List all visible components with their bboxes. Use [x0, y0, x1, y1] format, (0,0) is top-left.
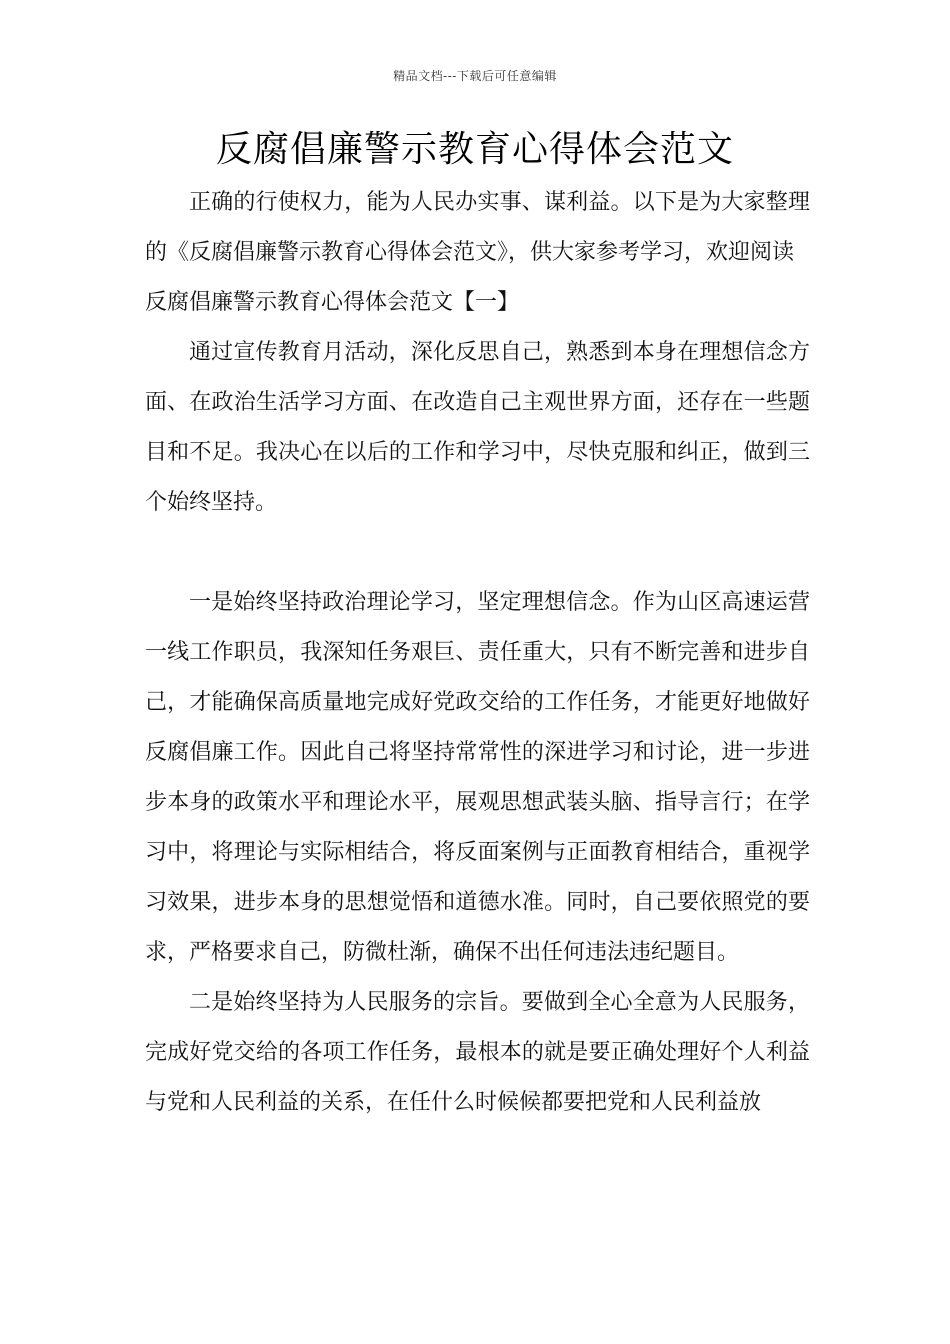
header-note: 精品文档---下载后可任意编辑: [393, 69, 557, 83]
body-paragraph-2: 一是始终坚持政治理论学习，坚定理想信念。作为山区高速运营一线工作职员，我深知任务艰巨、责任重大，只有不断完善和进步自己，才能确保高质量地完成好党政交给的工作任务，才能更好地做好反腐倡廉工作。因此自己将坚持常常性的深进学习和讨论，进一步进步本身的政策水平和理论水平，展观思想武装头脑、指导言行；在学习中，将理论与实际相结合，将反面案例与正面教育相结合，重视学习效果，进步本身的思想觉悟和道德水准。同时，自己要依照党的要求，严格要求自己，防微杜渐，确保不出任何违法违纪题目。: [145, 590, 810, 965]
section-heading: 反腐倡廉警示教育心得体会范文【一】: [145, 290, 520, 315]
body-paragraph-3: 二是始终坚持为人民服务的宗旨。要做到全心全意为人民服务，完成好党交给的各项工作任务，最根本的就是要正确处理好个人利益与党和人民利益的关系，在任什么时候候都要把党和人民利益放: [145, 990, 810, 1115]
intro-paragraph: 正确的行使权力，能为人民办实事、谋利益。以下是为大家整理的《反腐倡廉警示教育心得体会范文》，供大家参考学习，欢迎阅读: [145, 190, 810, 265]
paragraph-gap: [145, 528, 810, 578]
document-title: 反腐倡廉警示教育心得体会范文: [215, 129, 734, 170]
document-body: [145, 178, 810, 1128]
body-paragraph-1: 通过宣传教育月活动，深化反思自己，熟悉到本身在理想信念方面、在政治生活学习方面、在改造自己主观世界方面，还存在一些题目和不足。我决心在以后的工作和学习中，尽快克服和纠正，做到三个始终坚持。: [145, 340, 810, 515]
